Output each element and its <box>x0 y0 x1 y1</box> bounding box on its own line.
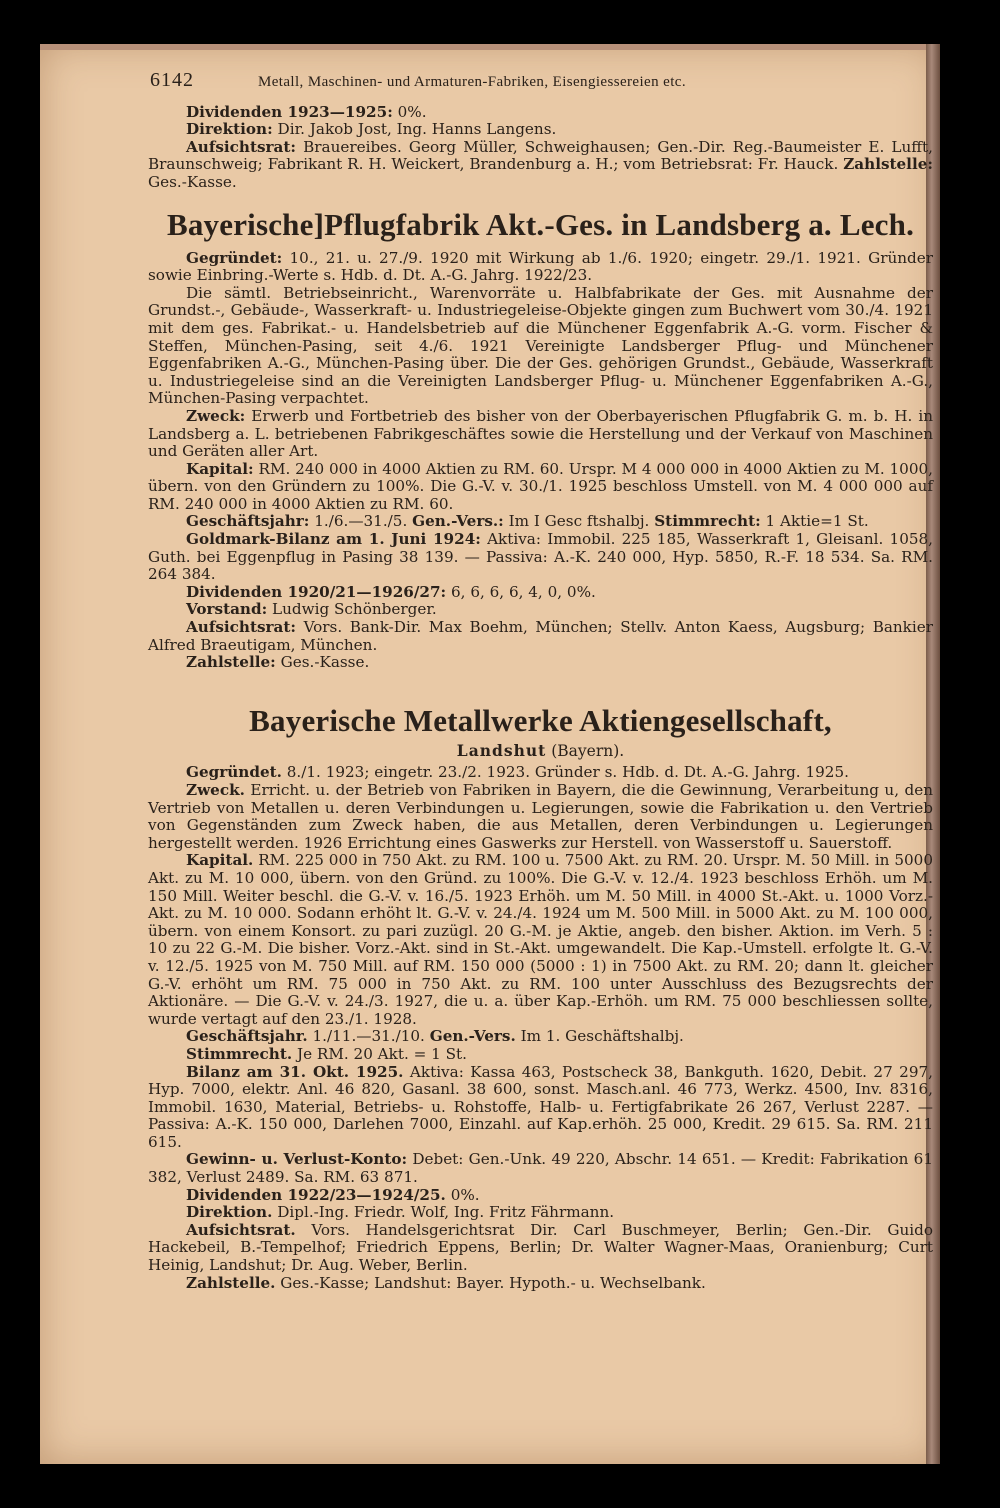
dividenden-label: Dividenden 1922/23—1924/25. <box>186 1185 446 1204</box>
zahlstelle-value: Ges.-Kasse. <box>280 653 370 672</box>
geschaeftsjahr-value: 1./6.—31./5. <box>314 512 408 531</box>
zahlstelle-label: Zahlstelle: <box>186 653 276 672</box>
zweck-label: Zweck: <box>186 406 246 425</box>
aufsichtsrat-paragraph <box>148 139 933 192</box>
stimmrecht-value: 1 Aktie=1 St. <box>765 512 869 531</box>
entry-title: Bayerische]Pflugfabrik Akt.-Ges. in Landsberg a. Lech. <box>166 206 915 242</box>
stimmrecht-label: Stimmrecht. <box>186 1044 293 1063</box>
entry-region: (Bayern). <box>551 741 625 760</box>
bilanz-paragraph <box>148 531 933 584</box>
kapital-value: RM. 240 000 in 4000 Aktien zu RM. 60. Urspr. M 4 000 000 in 4000 Aktien zu M. 1000, übern. von den Gründern zu 100%. Die G.-V. v. 30./1. 1925 beschloss Umstell. von M. 4 000 000 auf RM. 240 000 in 4000 Aktien zu RM. 60. <box>148 459 934 513</box>
genvers-value: Im 1. Geschäftshalbj. <box>520 1027 684 1046</box>
aufsichtsrat-label: Aufsichtsrat: <box>186 618 296 637</box>
vorstand-value: Ludwig Schönberger. <box>272 600 437 619</box>
guv-value: Debet: Gen.-Unk. 49 220, Abschr. 14 651. — Kredit: Fabrikation 61 382, Verlust 2489. Sa. RM. 63 871. <box>148 1150 933 1187</box>
stimmrecht-label: Stimmrecht: <box>654 512 761 531</box>
stimmrecht-value: Je RM. 20 Akt. = 1 St. <box>296 1044 467 1063</box>
entry-city: Landshut <box>456 740 547 760</box>
page-content <box>148 69 934 1292</box>
zweck-value: Erwerb und Fortbetrieb des bisher von der Oberbayerischen Pflugfabrik G. m. b. H. in Landsberg a. L. betriebenen Fabrikgeschäftes sowie die Herstellung und der Verkauf von Maschinen und Geräten aller Art. <box>148 406 934 461</box>
geschaeftsjahr-line <box>148 1028 933 1046</box>
direktion-line <box>148 121 933 139</box>
zahlstelle-value: Ges.-Kasse. <box>148 172 237 191</box>
scanned-page <box>40 44 940 1464</box>
page-number: 6142 <box>150 69 194 91</box>
bilanz-paragraph <box>148 1064 933 1152</box>
gegruendet-label: Gegründet: <box>186 248 283 267</box>
dividenden-line <box>148 1187 933 1205</box>
running-title: Metall, Maschinen- und Armaturen-Fabriken, Eisengiessereien etc. <box>258 74 686 90</box>
entry-continuation <box>148 104 933 192</box>
page-header <box>148 69 933 92</box>
geschaeftsjahr-label: Geschäftsjahr. <box>186 1027 308 1046</box>
zahlstelle-label: Zahlstelle: <box>843 155 933 174</box>
zweck-paragraph <box>148 408 933 461</box>
gegruendet-label: Gegründet. <box>186 763 282 782</box>
kapital-paragraph <box>148 852 933 1028</box>
direktion-value: Dipl.-Ing. Friedr. Wolf, Ing. Fritz Fährmann. <box>277 1203 615 1222</box>
gegruendet-paragraph <box>148 250 933 285</box>
genvers-label: Gen.-Vers. <box>429 1027 516 1046</box>
geschaeftsjahr-label: Geschäftsjahr: <box>186 512 310 531</box>
kapital-value: RM. 225 000 in 750 Akt. zu RM. 100 u. 7500 Akt. zu RM. 20. Urspr. M. 50 Mill. in 5000 Akt. zu M. 10 000, übern. von den Gründ. zu 100%. Die G.-V. v. 12./4. 1923 beschloss Erhöh. um M. 150 Mill. Weiter beschl. die G.-V. v. 16./5. 1923 Erhöh. um M. 50 Mill. in 4000 St.-Akt. u. 1000 Vorz.-Akt. zu M. 10 000. Sodann erhöht lt. G.-V. v. 24./4. 1924 um M. 500 Mill. in 5000 Akt. zu M. 100 000, übern. von einem Konsort. zu pari zuzügl. 20 G.-M. je Aktie, angeb. den bisher. Aktion. im Verh. 5 : 10 zu 22 G.-M. Die bisher. Vorz.-Akt. sind in St.-Akt. umgewandelt. Die Kap.-Umstell. erfolgte lt. G.-V. v. 12./5. 1925 von M. 750 Mill. auf RM. 150 000 (5000 : 1) in 7500 Akt. zu RM. 20; dann lt. gleicher G.-V. erhöht um RM. 75 000 in 750 Akt. zu RM. 100 unter Ausschluss des Bezugsrechts der Aktionäre. — Die G.-V. v. 24./3. 1927, die u. a. über Kap.-Erhöh. um RM. 75 000 beschliessen sollte, wurde vertagt auf den 23./1. 1928. <box>148 851 933 1028</box>
aufsichtsrat-label: Aufsichtsrat. <box>186 1220 296 1239</box>
zahlstelle-line <box>148 1275 933 1293</box>
zweck-value: Erricht. u. der Betrieb von Fabriken in Bayern, die die Gewinnung, Verarbeitung u, den Vertrieb von Metallen u. deren Verbindungen u. Legierungen, sowie die Fabrikation u. den Vertrieb von Gegenständen zum Zweck haben, die aus Metallen, deren Verbindungen u. Legierungen hergestellt werden. 1926 Errichtung eines Gaswerks zur Herstell. von Wasserstoff u. Sauerstoff. <box>148 781 934 852</box>
entry-title: Bayerische Metallwerke Aktiengesellschaft, <box>249 702 832 738</box>
stimmrecht-line <box>148 1046 933 1064</box>
kapital-label: Kapital. <box>186 851 254 870</box>
dividenden-line <box>148 104 933 122</box>
entry-location <box>148 742 933 761</box>
zahlstelle-label: Zahlstelle. <box>186 1273 276 1292</box>
aufsichtsrat-paragraph <box>148 1222 933 1275</box>
genvers-label: Gen.-Vers.: <box>412 512 504 531</box>
aufsichtsrat-value: Vors. Handelsgerichtsrat Dir. Carl Buschmeyer, Berlin; Gen.-Dir. Guido Hackebeil, B.-Tempelhof; Friedrich Eppens, Berlin; Dr. Walter Wagner-Maas, Oranienburg; Curt Heinig, Landshut; Dr. Aug. Weber, Berlin. <box>148 1220 933 1275</box>
zahlstelle-value: Ges.-Kasse; Landshut: Bayer. Hypoth.- u. Wechselbank. <box>280 1273 706 1292</box>
dividenden-label: Dividenden 1923—1925: <box>186 102 393 121</box>
zweck-paragraph <box>148 782 933 852</box>
page-top-edge <box>40 44 926 50</box>
bilanz-value: Aktiva: Immobil. 225 185, Wasserkraft 1, Gleisanl. 1058, Guth. bei Eggenpflug in Pasing 38 139. — Passiva: A.-K. 240 000, Hyp. 5850, R.-F. 18 534. Sa. RM. 264 384. <box>148 530 934 584</box>
entry-pflugfabrik <box>148 206 933 672</box>
dividenden-value: 0%. <box>397 102 427 121</box>
dividenden-value: 0%. <box>450 1185 480 1204</box>
aufsichtsrat-value: Brauereibes. Georg Müller, Schweighausen; Gen.-Dir. Reg.-Baumeister E. Lufft, Braunschweig; Fabrikant R. H. Weickert, Brandenburg a. H.; vom Betriebsrat: Fr. Hauck. <box>148 137 933 174</box>
direktion-line <box>148 1204 933 1222</box>
gegruendet-value: 10., 21. u. 27./9. 1920 mit Wirkung ab 1./6. 1920; eingetr. 29./1. 1921. Gründer sowie Einbring.-Werte s. Hdb. d. Dt. A.-G. Jahrg. 1922/23. <box>148 248 934 285</box>
aufsichtsrat-value: Vors. Bank-Dir. Max Boehm, München; Stellv. Anton Kaess, Augsburg; Bankier Alfred Braeutigam, München. <box>148 618 933 654</box>
direktion-value: Dir. Jakob Jost, Ing. Hanns Langens. <box>277 120 557 139</box>
guv-label: Gewinn- u. Verlust-Konto: <box>186 1150 408 1169</box>
vorstand-label: Vorstand: <box>186 600 268 619</box>
vorstand-line <box>148 601 933 619</box>
direktion-label: Direktion. <box>186 1203 273 1222</box>
dividenden-line <box>148 584 933 602</box>
zahlstelle-line <box>148 654 933 672</box>
bilanz-label: Goldmark-Bilanz am 1. Juni 1924: <box>186 530 481 549</box>
kapital-label: Kapital: <box>186 459 254 478</box>
guv-paragraph <box>148 1151 933 1186</box>
geschaeftsjahr-value: 1./11.—31./10. <box>312 1027 425 1046</box>
aufsichtsrat-label: Aufsichtsrat: <box>186 137 296 156</box>
betrieb-paragraph: Die sämtl. Betriebseinricht., Warenvorräte u. Halbfabrikate der Ges. mit Ausnahme der Grundst.-, Gebäude-, Wasserkraft- u. Industriegeleise-Objekte gingen zum Buchwert vom 30./4. 1921 mit dem ges. Fabrikat.- u. Handelsbetrieb auf die Münchener Eggenfabrik A.-G. vorm. Fischer & Steffen, München-Pasing, seit 4./6. 1921 Vereinigte Landsberger Pflug- und Münchener Eggenfabriken A.-G., München-Pasing über. Die der Ges. gehörigen Grundst., Gebäude, Wasserkraft u. Industriegeleise sind an die Vereinigten Landsberger Pflug- u. Münchener Eggenfabriken A.-G., München-Pasing verpachtet. <box>148 283 933 408</box>
entry-metallwerke <box>148 672 933 1292</box>
gegruendet-value: 8./1. 1923; eingetr. 23./2. 1923. Gründer s. Hdb. d. Dt. A.-G. Jahrg. 1925. <box>286 763 849 782</box>
geschaeftsjahr-line <box>148 513 933 531</box>
gegruendet-paragraph <box>148 764 933 782</box>
bilanz-label: Bilanz am 31. Okt. 1925. <box>186 1062 404 1081</box>
zweck-label: Zweck. <box>186 781 245 799</box>
aufsichtsrat-paragraph <box>148 619 933 654</box>
kapital-paragraph <box>148 461 933 514</box>
genvers-value: Im I Gesc ftshalbj. <box>508 512 650 531</box>
direktion-label: Direktion: <box>186 120 273 139</box>
dividenden-label: Dividenden 1920/21—1926/27: <box>186 582 447 601</box>
bilanz-value: Aktiva: Kassa 463, Postscheck 38, Bankguth. 1620, Debit. 27 297, Hyp. 7000, elektr. Anl. 46 820, Gasanl. 38 600, sonst. Masch.anl. 46 773, Werkz. 4500, Inv. 8316, Immobil. 1630, Material, Betriebs- u. Rohstoffe, Halb- u. Fertigfabrikate 26 267, Verlust 2287. — Passiva: A.-K. 150 000, Darlehen 7000, Einzahl. auf Kap.erhöh. 25 000, Kredit. 29 615. Sa. RM. 211 615. <box>148 1062 933 1151</box>
dividenden-value: 6, 6, 6, 6, 4, 0, 0%. <box>451 582 596 601</box>
